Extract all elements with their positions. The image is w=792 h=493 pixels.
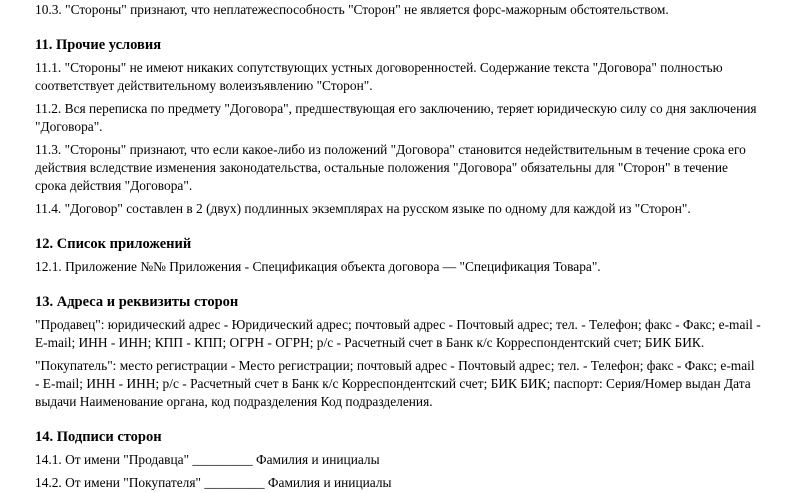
clause-11-3: 11.3. "Стороны" признают, что если какое-либо из положений "Договора" становится недействительным в течение срока его действия вследствие изменения законодательства, остальные положения "Договора" обязательны для "Сторон" в течение срока действия "Договора". — [35, 142, 746, 193]
seller-details-paragraph: "Продавец": юридический адрес - Юридический адрес; почтовый адрес - Почтовый адрес; тел. - Телефон; факс - Факс; e-mail - E-mail; ИНН - ИНН; КПП - КПП; ОГРН - ОГРН; р/с - Расчетный счет в Банк к/с Корреспондентский счет; БИК БИК. — [35, 317, 761, 350]
clause-14-1-seller-signature: 14.1. От имени "Продавца" _________ Фамилия и инициалы — [35, 452, 380, 467]
clause-11-4: 11.4. "Договор" составлен в 2 (двух) подлинных экземплярах на русском языке по одному для каждой из "Сторон". — [35, 201, 691, 216]
section-heading-addresses-details: 13. Адреса и реквизиты сторон — [35, 294, 239, 310]
clause-10-3: 10.3. "Стороны" признают, что неплатежеспособность "Сторон" не является форс-мажорным обстоятельством. — [35, 2, 669, 17]
clause-11-1: 11.1. "Стороны" не имеют никаких сопутствующих устных договоренностей. Содержание текста "Договора" полностью соответствует действительному волеизъявлению "Сторон". — [35, 60, 723, 93]
section-addresses-details — [35, 293, 761, 411]
clause-11-2: 11.2. Вся переписка по предмету "Договора", предшествующая его заключению, теряет юридическую силу со дня заключения "Договора". — [35, 101, 757, 134]
section-heading-signatures: 14. Подписи сторон — [35, 429, 162, 445]
section-heading-appendix-list: 12. Список приложений — [35, 236, 192, 252]
buyer-details-paragraph: "Покупатель": место регистрации - Место регистрации; почтовый адрес - Почтовый адрес; тел. - Телефон; факс - Факс; e-mail - E-mail; ИНН - ИНН; р/с - Расчетный счет в Банк к/с Корреспондентский счет; БИК БИК; паспорт: Серия/Номер выдан Дата выдачи Наименование органа, код подразделения Код подразделения. — [35, 358, 755, 409]
section-heading-other-conditions: 11. Прочие условия — [35, 37, 162, 53]
section-other-conditions — [35, 36, 761, 218]
section-signatures — [35, 428, 761, 492]
section-force-majeure — [35, 1, 761, 19]
clause-12-1: 12.1. Приложение №№ Приложения - Спецификация объекта договора — "Спецификация Товара". — [35, 259, 601, 274]
clause-14-2-buyer-signature: 14.2. От имени "Покупателя" _________ Фамилия и инициалы — [35, 475, 392, 490]
section-appendix-list — [35, 235, 761, 276]
